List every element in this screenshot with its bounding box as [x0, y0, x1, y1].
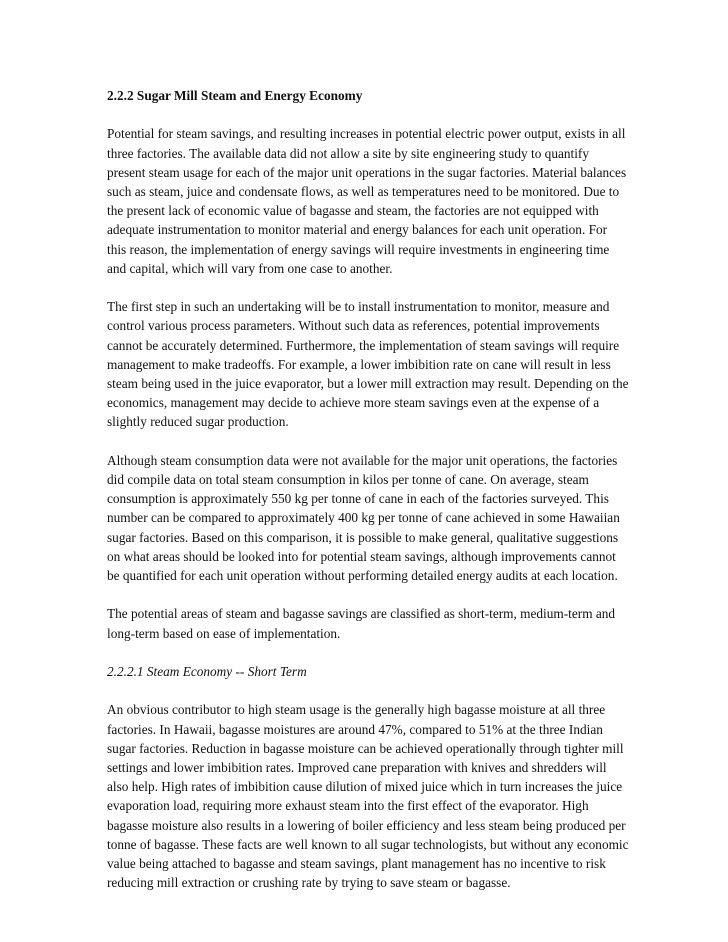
- section-heading: 2.2.2 Sugar Mill Steam and Energy Economy: [107, 88, 363, 103]
- paragraph-instrumentation: The first step in such an undertaking will be to install instrumentation to monitor, measure and control various process parameters. Without such data as references, potential improvements cannot be accurately determined. Furthermore, the implementation of steam savings will require management to make tradeoffs. For example, a lower imbibition rate on cane will result in less steam being used in the juice evaporator, but a lower mill extraction may result. Depending on the economics, management may decide to achieve more steam savings even at the expense of a slightly reduced sugar production.: [107, 299, 629, 430]
- paragraph-savings-classification: The potential areas of steam and bagasse savings are classified as short-term, medium-term and long-term based on ease of implementation.: [107, 606, 616, 641]
- paragraph-steam-savings-potential: Potential for steam savings, and resulting increases in potential electric power output, exists in all three factories. The available data did not allow a site by site engineering study to quantify present steam usage for each of the major unit operations in the sugar factories. Material balances such as steam, juice and condensate flows, as well as temperatures need to be monitored. Due to the present lack of economic value of bagasse and steam, the factories are not equipped with adequate instrumentation to monitor material and energy balances for each unit operation. For this reason, the implementation of energy savings will require investments in engineering time and capital, which will vary from one case to another.: [107, 126, 627, 276]
- subsection-heading: 2.2.2.1 Steam Economy -- Short Term: [107, 664, 307, 680]
- paragraph-steam-consumption: Although steam consumption data were not available for the major unit operations, the factories did compile data on total steam consumption in kilos per tonne of cane. On average, steam consumption is approximately 550 kg per tonne of cane in each of the factories surveyed. This number can be compared to approximately 400 kg per tonne of cane achieved in some Hawaiian sugar factories. Based on this comparison, it is possible to make general, qualitative suggestions on what areas should be looked into for potential steam savings, although improvements cannot be quantified for each unit operation without performing detailed energy audits at each location.: [107, 452, 620, 584]
- paragraph-bagasse-moisture: An obvious contributor to high steam usage is the generally high bagasse moisture at all three factories. In Hawaii, bagasse moistures are around 47%, compared to 51% at the three Indian sugar factories. Reduction in bagasse moisture can be achieved operationally through tighter mill settings and lower imbibition rates. Improved cane preparation with knives and shredders will also help. High rates of imbibition cause dilution of mixed juice which in turn increases the juice evaporation load, requiring more exhaust steam into the first effect of the evaporator. High bagasse moisture also results in a lowering of boiler efficiency and less steam being produced per tonne of bagasse. These facts are well known to all sugar technologists, but without any economic value being attached to bagasse and steam savings, plant management has no incentive to risk reducing mill extraction or crushing rate by trying to save steam or bagasse.: [107, 702, 629, 891]
- document-body: [107, 86, 629, 892]
